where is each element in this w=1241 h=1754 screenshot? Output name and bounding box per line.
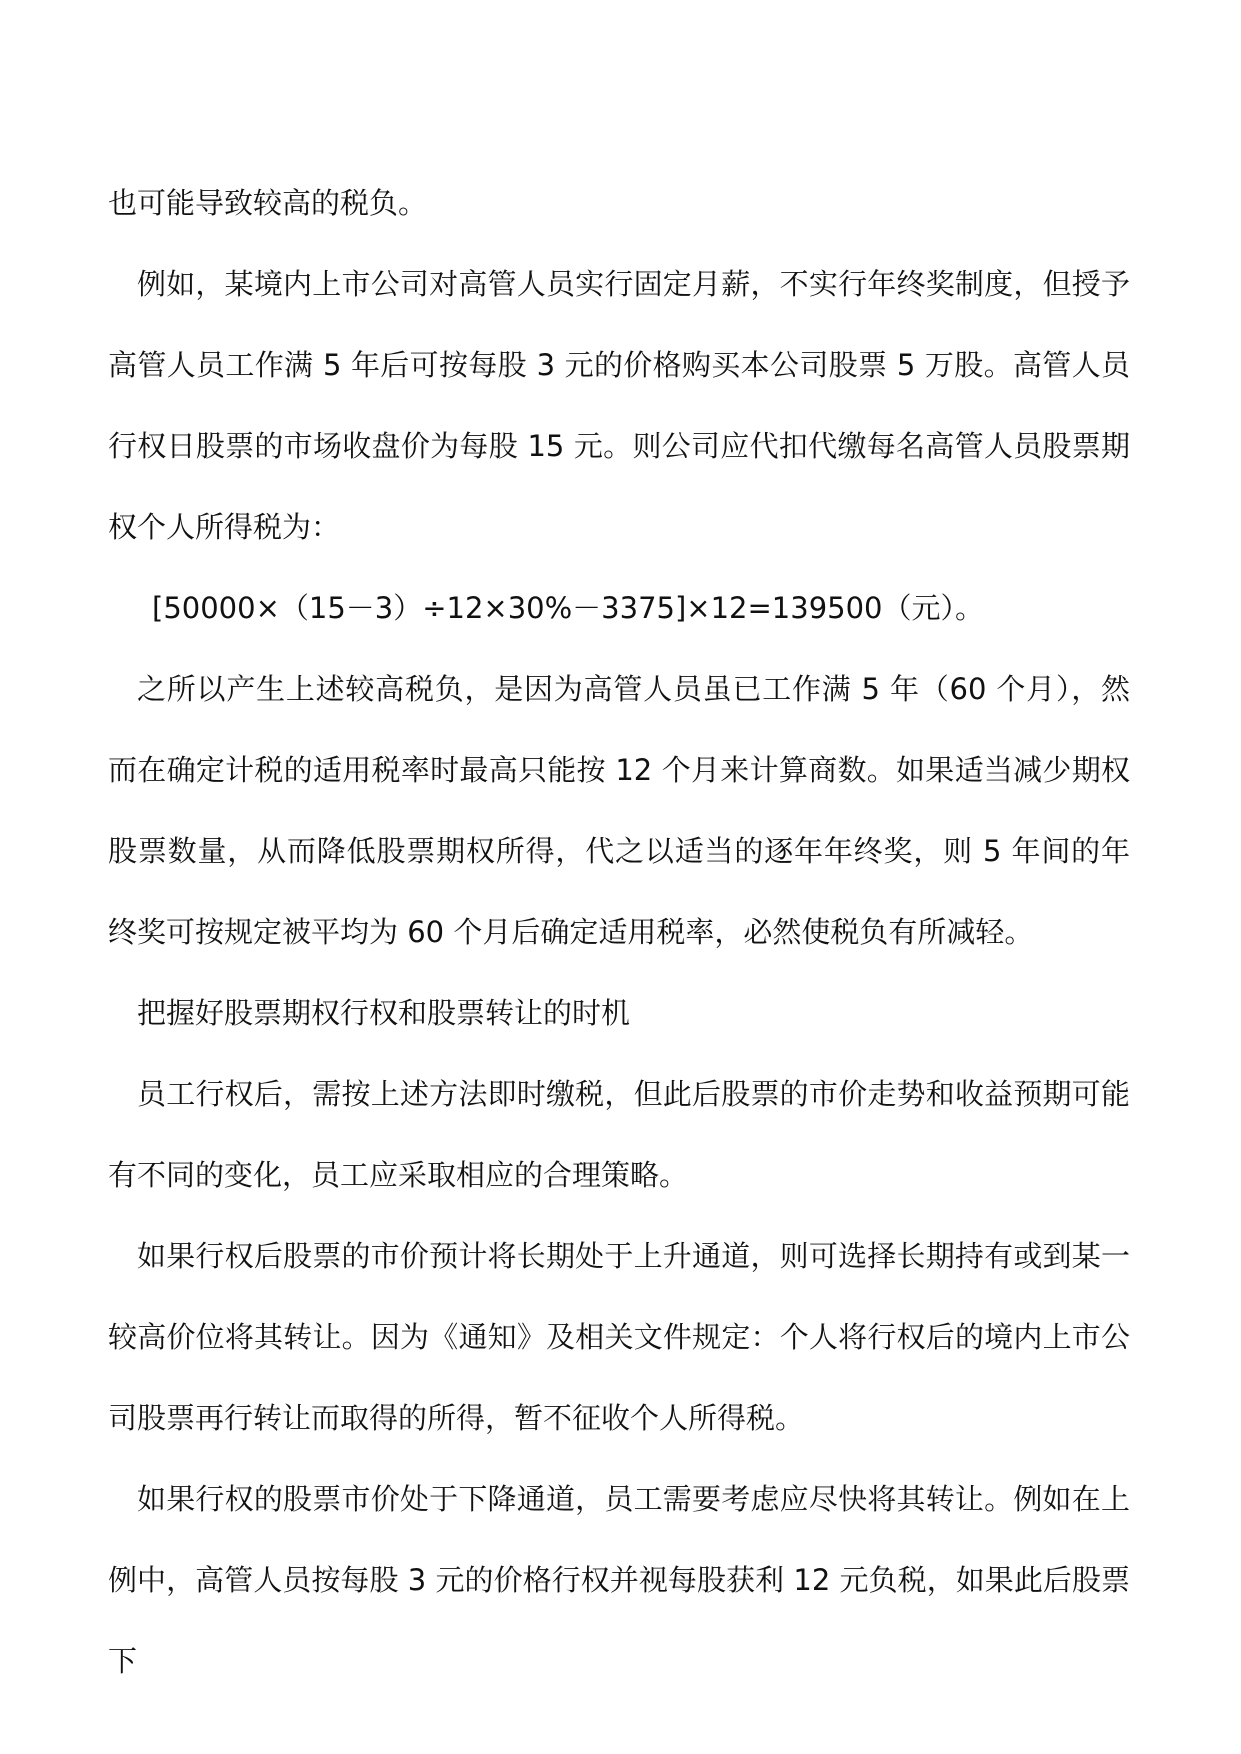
formula-line: [50000×（15－3）÷12×30%－3375]×12=139500（元）。 [152, 591, 984, 625]
section-heading: 把握好股票期权行权和股票转让的时机 [137, 996, 631, 1030]
paragraph-rising-market: 如果行权后股票的市价预计将长期处于上升通道，则可选择长期持有或到某一较高价位将其转让。因为《通知》及相关文件规定：个人将行权后的境内上市公司股票再行转让而取得的所得，暂不征收个人所得税。 [108, 1239, 1130, 1435]
document-body [108, 163, 1130, 1702]
paragraph-continuation: 也可能导致较高的税负。 [108, 186, 428, 220]
paragraph-example: 例如，某境内上市公司对高管人员实行固定月薪，不实行年终奖制度，但授予高管人员工作满 5 年后可按每股 3 元的价格购买本公司股票 5 万股。高管人员行权日股票的市场收盘价为每股 15 元。则公司应代扣代缴每名高管人员股票期权个人所得税为： [108, 267, 1130, 544]
paragraph-after-exercise: 员工行权后，需按上述方法即时缴税，但此后股票的市价走势和收益预期可能有不同的变化，员工应采取相应的合理策略。 [108, 1077, 1130, 1192]
paragraph-explanation: 之所以产生上述较高税负，是因为高管人员虽已工作满 5 年（60 个月），然而在确定计税的适用税率时最高只能按 12 个月来计算商数。如果适当减少期权股票数量，从而降低股票期权所得，代之以适当的逐年年终奖，则 5 年间的年终奖可按规定被平均为 60 个月后确定适用税率，必然使税负有所减轻。 [108, 672, 1130, 949]
paragraph-falling-market: 如果行权的股票市价处于下降通道，员工需要考虑应尽快将其转让。例如在上例中，高管人员按每股 3 元的价格行权并视每股获利 12 元负税，如果此后股票下 [108, 1482, 1130, 1678]
